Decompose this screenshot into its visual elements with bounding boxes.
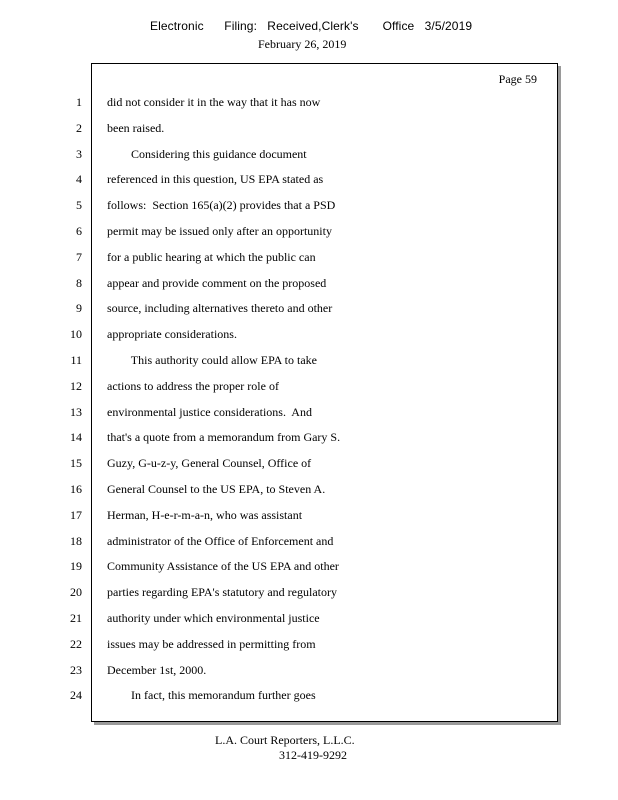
line-number: 4: [76, 172, 82, 187]
transcript-line: issues may be addressed in permitting from: [107, 636, 316, 651]
transcript-line: This authority could allow EPA to take: [107, 352, 317, 367]
transcript-line: Guzy, G-u-z-y, General Counsel, Office of: [107, 456, 312, 471]
transcript-line: administrator of the Office of Enforcement and: [107, 533, 334, 548]
line-number: 22: [70, 636, 82, 651]
line-number: 11: [70, 352, 82, 367]
transcript-line: follows: Section 165(a)(2) provides that a PSD: [107, 198, 336, 213]
line-number: 8: [76, 275, 82, 290]
court-reporter-name: L.A. Court Reporters, L.L.C.: [215, 733, 355, 747]
filing-stamp: Electronic Filing: Received,Clerk's Office 3/5/2019: [150, 19, 473, 33]
transcript-line: Considering this guidance document: [107, 146, 307, 161]
transcript-line: that's a quote from a memorandum from Gary S.: [107, 430, 341, 445]
transcript-line: permit may be issued only after an opportunity: [107, 223, 332, 238]
line-number: 12: [70, 378, 82, 393]
line-number: 24: [70, 688, 82, 703]
line-number: 1: [76, 95, 82, 109]
transcript-line: appropriate considerations.: [107, 327, 237, 342]
transcript-line: parties regarding EPA's statutory and regulatory: [107, 585, 337, 600]
transcript-line: Community Assistance of the US EPA and other: [107, 559, 339, 574]
line-number: 3: [76, 146, 82, 161]
page-number: Page 59: [498, 72, 537, 86]
line-number: 16: [70, 481, 82, 496]
line-number: 2: [76, 120, 82, 135]
line-number: 17: [70, 507, 82, 522]
line-number: 10: [70, 327, 82, 342]
transcript-line: actions to address the proper role of: [107, 378, 279, 393]
court-reporter-phone: 312-419-9292: [279, 748, 347, 762]
transcript-line: source, including alternatives thereto and other: [107, 301, 333, 316]
line-number: 19: [70, 559, 82, 574]
line-number: 20: [70, 585, 82, 600]
transcript-line: General Counsel to the US EPA, to Steven A.: [107, 481, 326, 496]
transcript-line: In fact, this memorandum further goes: [107, 688, 316, 703]
transcript-line: did not consider it in the way that it has now: [107, 95, 321, 109]
line-number-column: [62, 94, 82, 713]
transcript-line: for a public hearing at which the public can: [107, 249, 316, 264]
line-number: 15: [70, 456, 82, 471]
transcript-line: December 1st, 2000.: [107, 662, 207, 677]
transcript-line: Herman, H-e-r-m-a-n, who was assistant: [107, 507, 303, 522]
filing-date: February 26, 2019: [258, 37, 347, 51]
transcript-line: environmental justice considerations. And: [107, 404, 312, 419]
line-number: 18: [70, 533, 82, 548]
transcript-line: been raised.: [107, 120, 165, 135]
line-number: 7: [76, 249, 82, 264]
transcript-line: appear and provide comment on the proposed: [107, 275, 327, 290]
transcript-text: [107, 94, 547, 713]
line-number: 14: [70, 430, 82, 445]
line-number: 21: [70, 610, 82, 625]
line-number: 13: [70, 404, 82, 419]
line-number: 6: [76, 223, 82, 238]
line-number: 9: [76, 301, 82, 316]
transcript-line: authority under which environmental justice: [107, 610, 320, 625]
transcript-line: referenced in this question, US EPA stated as: [107, 172, 324, 187]
line-number: 5: [76, 198, 82, 213]
line-number: 23: [70, 662, 82, 677]
